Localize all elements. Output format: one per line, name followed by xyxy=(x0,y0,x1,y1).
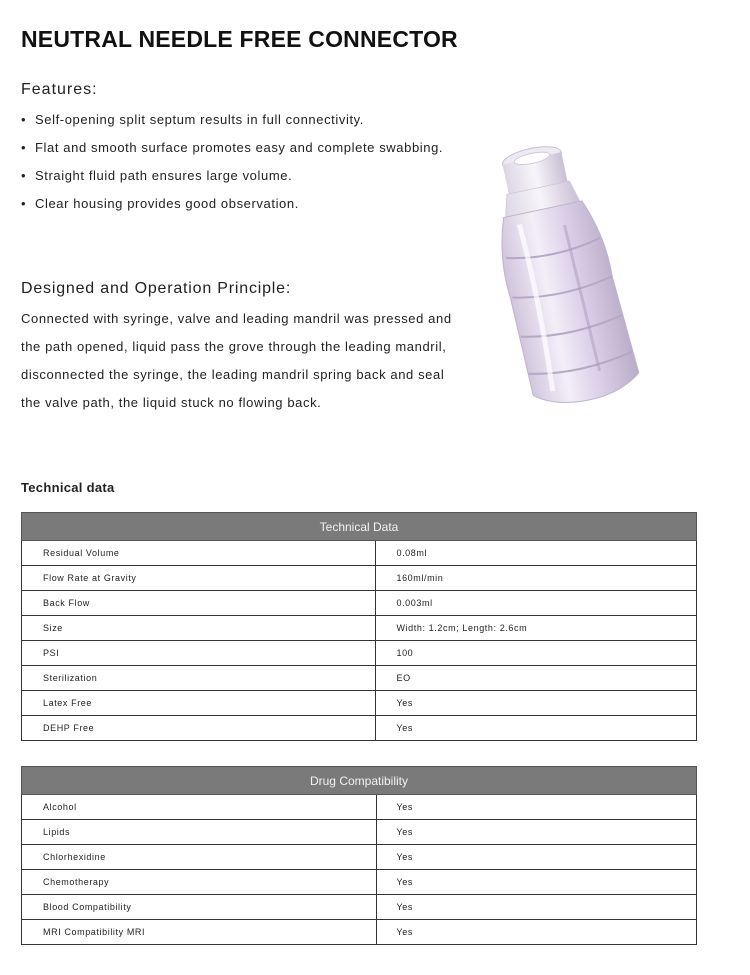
table-row xyxy=(22,566,697,591)
table-row xyxy=(22,666,697,691)
features-heading: Features: xyxy=(21,81,98,98)
table-row xyxy=(22,845,697,870)
row-value: 100 xyxy=(376,641,697,666)
table-header-row xyxy=(22,513,697,541)
page-title: NEUTRAL NEEDLE FREE CONNECTOR xyxy=(21,26,458,52)
row-label: DEHP Free xyxy=(22,716,376,741)
row-label: Alcohol xyxy=(22,795,377,820)
row-value: 160ml/min xyxy=(376,566,697,591)
table-header-row xyxy=(22,767,697,795)
table-row xyxy=(22,691,697,716)
row-label: Residual Volume xyxy=(22,541,376,566)
row-value: Yes xyxy=(376,870,697,895)
row-value: Yes xyxy=(376,795,697,820)
table-row xyxy=(22,870,697,895)
row-value: Yes xyxy=(376,716,697,741)
row-label: Chemotherapy xyxy=(22,870,377,895)
table-header: Drug Compatibility xyxy=(22,767,697,795)
row-label: Blood Compatibility xyxy=(22,895,377,920)
table-header: Technical Data xyxy=(22,513,697,541)
row-label: Latex Free xyxy=(22,691,376,716)
bullet-icon: • xyxy=(21,112,27,127)
row-label: MRI Compatibility MRI xyxy=(22,920,377,945)
principle-text: Connected with syringe, valve and leading mandril was pressed and the path opened, liquid pass the grove through the leading mandril, disconnected the syringe, the leading mandril spring back and seal the valve path, the liquid stuck no flowing back. xyxy=(21,311,452,410)
row-value: Yes xyxy=(376,691,697,716)
row-value: Width: 1.2cm; Length: 2.6cm xyxy=(376,616,697,641)
row-label: Size xyxy=(22,616,376,641)
row-label: Flow Rate at Gravity xyxy=(22,566,376,591)
bullet-icon: • xyxy=(21,140,27,155)
row-value: Yes xyxy=(376,820,697,845)
row-value: Yes xyxy=(376,845,697,870)
feature-text: Clear housing provides good observation. xyxy=(35,196,299,211)
feature-text: Self-opening split septum results in full connectivity. xyxy=(35,112,365,127)
table-row xyxy=(22,716,697,741)
bullet-icon: • xyxy=(21,168,27,183)
table-row xyxy=(22,591,697,616)
connector-icon xyxy=(495,135,645,415)
row-label: Sterilization xyxy=(22,666,376,691)
table-row xyxy=(22,895,697,920)
row-label: Chlorhexidine xyxy=(22,845,377,870)
feature-item xyxy=(21,162,451,190)
row-label: Lipids xyxy=(22,820,377,845)
features-list xyxy=(21,106,451,218)
table-row xyxy=(22,616,697,641)
table-row xyxy=(22,541,697,566)
technical-data-heading: Technical data xyxy=(21,480,115,495)
table-row xyxy=(22,920,697,945)
row-value: 0.08ml xyxy=(376,541,697,566)
feature-item xyxy=(21,134,451,162)
row-label: Back Flow xyxy=(22,591,376,616)
technical-data-table xyxy=(21,512,697,741)
feature-item xyxy=(21,190,451,218)
row-value: Yes xyxy=(376,895,697,920)
row-value: EO xyxy=(376,666,697,691)
row-value: 0.003ml xyxy=(376,591,697,616)
table-row xyxy=(22,820,697,845)
row-value: Yes xyxy=(376,920,697,945)
drug-compatibility-table xyxy=(21,766,697,945)
feature-item xyxy=(21,106,451,134)
table-row xyxy=(22,641,697,666)
bullet-icon: • xyxy=(21,196,27,211)
connector-product-image xyxy=(495,135,645,415)
feature-text: Flat and smooth surface promotes easy and complete swabbing. xyxy=(35,140,444,155)
row-label: PSI xyxy=(22,641,376,666)
principle-heading: Designed and Operation Principle: xyxy=(21,280,292,297)
feature-text: Straight fluid path ensures large volume. xyxy=(35,168,293,183)
table-row xyxy=(22,795,697,820)
